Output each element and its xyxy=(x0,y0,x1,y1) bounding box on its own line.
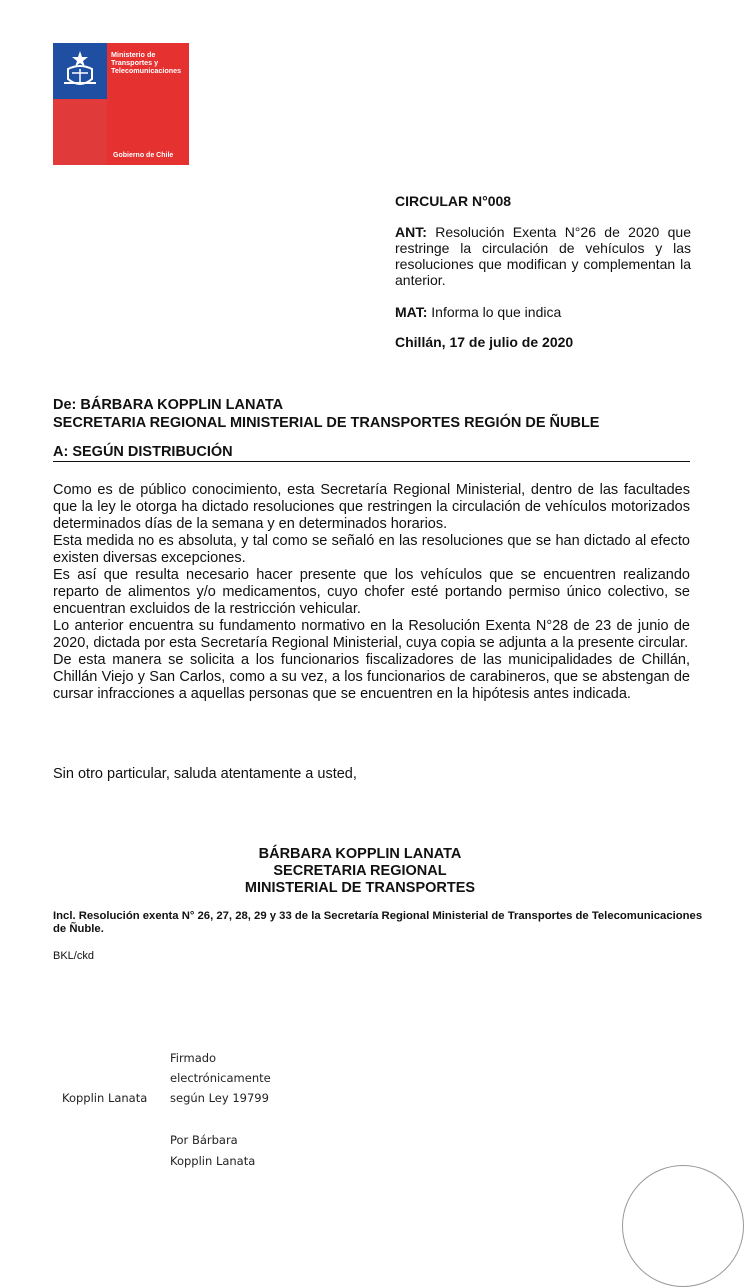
ant-label: ANT: xyxy=(395,224,427,240)
mat-label: MAT: xyxy=(395,304,428,320)
enclosures-note: Incl. Resolución exenta N° 26, 27, 28, 29 y 33 de la Secretaría Regional Ministerial de Transportes de Telecomunicaciones de Ñuble. xyxy=(53,910,703,935)
body-paragraph: Como es de público conocimiento, esta Secretaría Regional Ministerial, dentro de las facultades que la ley le otorga ha dictado resoluciones que restringen la circulación de vehículos motorizados determinados días de la semana y en determinados horarios. xyxy=(53,482,690,532)
esign-line-3: según Ley 19799 xyxy=(170,1091,269,1105)
logo-government-text: Gobierno de Chile xyxy=(113,152,174,159)
esign-line-1: Firmado xyxy=(170,1051,217,1065)
sender-title: SECRETARIA REGIONAL MINISTERIAL DE TRANSPORTES REGIÓN DE ÑUBLE xyxy=(53,415,600,431)
mat-block xyxy=(395,304,691,320)
esign-line-5: Kopplin Lanata xyxy=(170,1154,256,1168)
circular-number: CIRCULAR N°008 xyxy=(395,193,512,209)
recipient-line: A: SEGÚN DISTRIBUCIÓN xyxy=(53,444,690,462)
ant-block xyxy=(395,224,691,288)
sender-name: De: BÁRBARA KOPPLIN LANATA xyxy=(53,397,284,413)
logo-blue-block xyxy=(53,43,107,99)
esign-name: Kopplin Lanata xyxy=(62,1091,148,1105)
ant-text: Resolución Exenta N°26 de 2020 que restringe la circulación de vehículos y las resoluciones que modifican y complementan la anterior. xyxy=(395,224,692,288)
body-paragraph: Esta medida no es absoluta, y tal como se señaló en las resoluciones que se han dictado al efecto existen diversas excepciones. xyxy=(53,533,690,566)
stamp-seal-icon xyxy=(622,1165,744,1287)
body-paragraph: Lo anterior encuentra su fundamento normativo en la Resolución Exenta N°28 de 23 de junio de 2020, dictada por esta Secretaría Regional Ministerial, cuya copia se adjunta a la presente circular. xyxy=(53,618,690,651)
initials: BKL/ckd xyxy=(53,950,94,962)
sender-block xyxy=(53,396,599,432)
ministry-logo xyxy=(53,43,189,165)
signature-role-1: SECRETARIA REGIONAL xyxy=(273,863,447,879)
coat-of-arms-icon xyxy=(60,49,100,93)
closing-line: Sin otro particular, saluda atentamente a usted, xyxy=(53,766,357,782)
logo-ministry-text: Ministerio de Transportes y Telecomunicaciones xyxy=(111,50,182,75)
body-paragraph: De esta manera se solicita a los funcionarios fiscalizadores de las municipalidades de Chillán, Chillán Viejo y San Carlos, como a su vez, a los funcionarios de carabineros, que se abstengan de cursar infracciones a aquellas personas que se encuentren en la hipótesis antes indicada. xyxy=(53,652,690,702)
esign-line-4: Por Bárbara xyxy=(170,1133,238,1147)
mat-text: Informa lo que indica xyxy=(431,304,562,320)
document-date: Chillán, 17 de julio de 2020 xyxy=(395,334,574,350)
esign-line-2: electrónicamente xyxy=(170,1071,271,1085)
body-paragraph: Es así que resulta necesario hacer presente que los vehículos que se encuentren realizando reparto de alimentos y/o medicamentos, cuyo chofer esté portando permiso único colectivo, se encuentran excluidos de la restricción vehicular. xyxy=(53,567,690,617)
signature-name: BÁRBARA KOPPLIN LANATA xyxy=(258,846,462,862)
signature-role-2: MINISTERIAL DE TRANSPORTES xyxy=(244,880,476,896)
letter-body xyxy=(53,482,690,703)
